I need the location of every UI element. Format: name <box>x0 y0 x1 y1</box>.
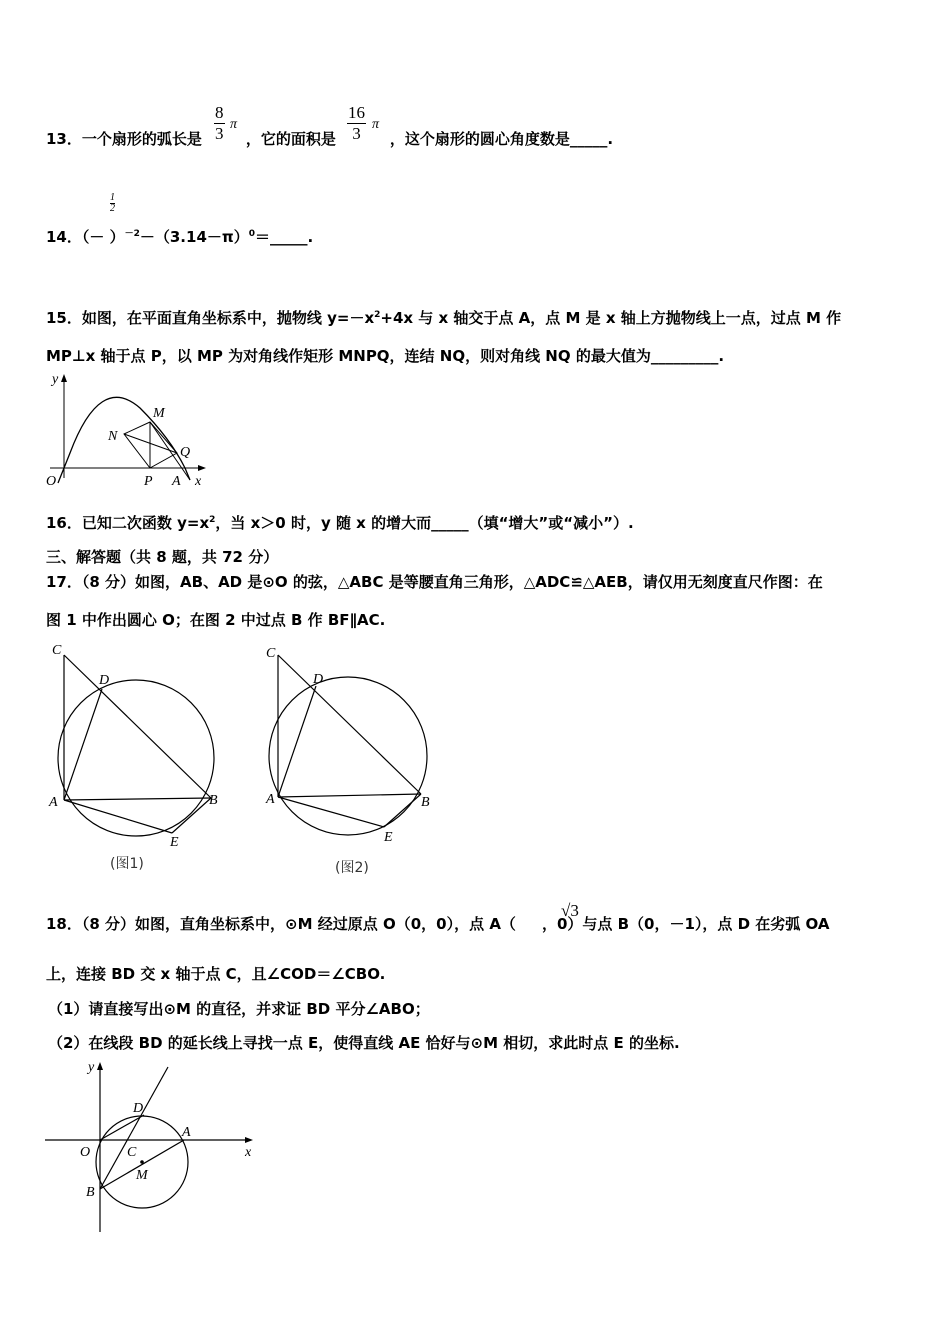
label-o: O <box>80 1145 91 1160</box>
label-o: O <box>46 474 57 489</box>
label-d: D <box>99 673 110 688</box>
q14-exponent: －2 <box>124 229 140 239</box>
label-y: y <box>88 1060 95 1075</box>
q13-fraction-1: $\frac{8}{3}$ <box>215 103 224 143</box>
q18-figure <box>40 1057 265 1237</box>
parabola <box>58 397 190 483</box>
circle-o <box>58 680 214 836</box>
q17-figure-1 <box>44 640 234 850</box>
section-heading: 三、解答题（共 8 题，共 72 分） <box>46 548 279 566</box>
label-n: N <box>108 429 118 444</box>
label-d: D <box>313 672 324 687</box>
label-m: M <box>153 406 165 421</box>
label-p: P <box>144 474 153 489</box>
q14-middle: －（3.14－π） <box>139 228 249 246</box>
q17-caption-2: (图2) <box>335 860 369 876</box>
q13-pi-2: π <box>372 117 380 132</box>
label-e: E <box>170 835 179 850</box>
label-q: Q <box>180 445 191 460</box>
x-axis-arrow <box>198 465 206 471</box>
q13-mid: ，它的面积是 <box>245 130 336 148</box>
label-e: E <box>384 830 393 845</box>
segment-eb <box>384 794 421 827</box>
segment-cb <box>64 655 211 798</box>
q18-line3: （1）请直接写出⊙M 的直径，并求证 BD 平分∠ABO； <box>48 1000 430 1018</box>
q13-suffix: ，这个扇形的圆心角度数是_____. <box>389 130 614 148</box>
q17-line1: 17．（8 分）如图，AB、AD 是⊙O 的弦，△ABC 是等腰直角三角形，△ADC≌△AEB，请仅用无刻度直尺作图：在 <box>46 573 823 591</box>
q13-line <box>46 128 613 149</box>
segment-od <box>100 1115 144 1140</box>
circle-o <box>269 677 427 835</box>
q15-figure <box>40 368 210 493</box>
segment-ab <box>64 798 211 800</box>
q16-line: 16．已知二次函数 $y=x^2$，当 x＞0 时，y 随 x 的增大而_____（填“增大”或“减小”）. <box>46 514 634 532</box>
label-m: M <box>136 1168 148 1183</box>
center-m <box>140 1160 144 1164</box>
segment-ab <box>278 794 421 797</box>
q13-prefix: 13．一个扇形的弧长是 <box>46 130 202 148</box>
q18-line1: 18．（8 分）如图，直角坐标系中，⊙M 经过原点 O（0，0），点 A（ ，0）与点 B（0，－1），点 D 在劣弧 OA <box>46 915 830 933</box>
q13-pi-1: π <box>230 117 238 132</box>
x-axis-arrow <box>245 1137 253 1143</box>
label-x: x <box>195 474 202 489</box>
segment-cb <box>278 655 421 794</box>
segment-eb <box>172 798 211 833</box>
label-c: C <box>127 1145 137 1160</box>
q18-line2: 上，连接 BD 交 x 轴于点 C，且∠COD＝∠CBO. <box>46 965 386 983</box>
q18-line4: （2）在线段 BD 的延长线上寻找一点 E，使得直线 AE 恰好与⊙M 相切，求此时点 E 的坐标. <box>48 1034 680 1052</box>
q15-line1: 15．如图，在平面直角坐标系中，抛物线 $y=-x^2+4x$ 与 x 轴交于点 A，点 M 是 x 轴上方抛物线上一点，过点 M 作 <box>46 309 842 327</box>
q14-fraction: $\frac{1}{2}$ <box>110 192 115 214</box>
q14-base: 14．（－ ） <box>46 228 125 246</box>
segment-ad <box>64 689 102 800</box>
q14-suffix: ＝_____. <box>255 228 314 246</box>
y-axis-arrow <box>97 1062 103 1070</box>
q14-zero-exponent: 0 <box>248 229 256 239</box>
label-a: A <box>172 474 181 489</box>
q13-fraction-2: $\frac{16}{3}$ <box>348 103 365 143</box>
q17-caption-1: (图1) <box>110 856 144 872</box>
label-x: x <box>245 1145 252 1160</box>
q15-line2: MP⊥x 轴于点 P，以 MP 为对角线作矩形 MNPQ，连结 NQ，则对角线 NQ 的最大值为_________. <box>46 347 725 365</box>
label-c: C <box>52 643 62 658</box>
segment-ae <box>64 800 172 833</box>
label-y: y <box>52 372 59 387</box>
label-c: C <box>266 646 276 661</box>
y-axis-arrow <box>61 374 67 382</box>
segment-ad <box>278 686 316 797</box>
label-b: B <box>421 795 430 810</box>
label-a: A <box>182 1125 191 1140</box>
label-a: A <box>49 795 58 810</box>
segment-ae <box>278 797 384 827</box>
q17-figure-2 <box>258 640 448 850</box>
label-d: D <box>133 1101 144 1116</box>
label-a: A <box>266 792 275 807</box>
q18-sqrt: √3 <box>561 901 579 920</box>
label-b: B <box>86 1185 95 1200</box>
label-b: B <box>209 793 218 808</box>
q14-line <box>46 226 313 247</box>
q17-line2: 图 1 中作出圆心 O；在图 2 中过点 B 作 BF∥AC. <box>46 611 386 629</box>
